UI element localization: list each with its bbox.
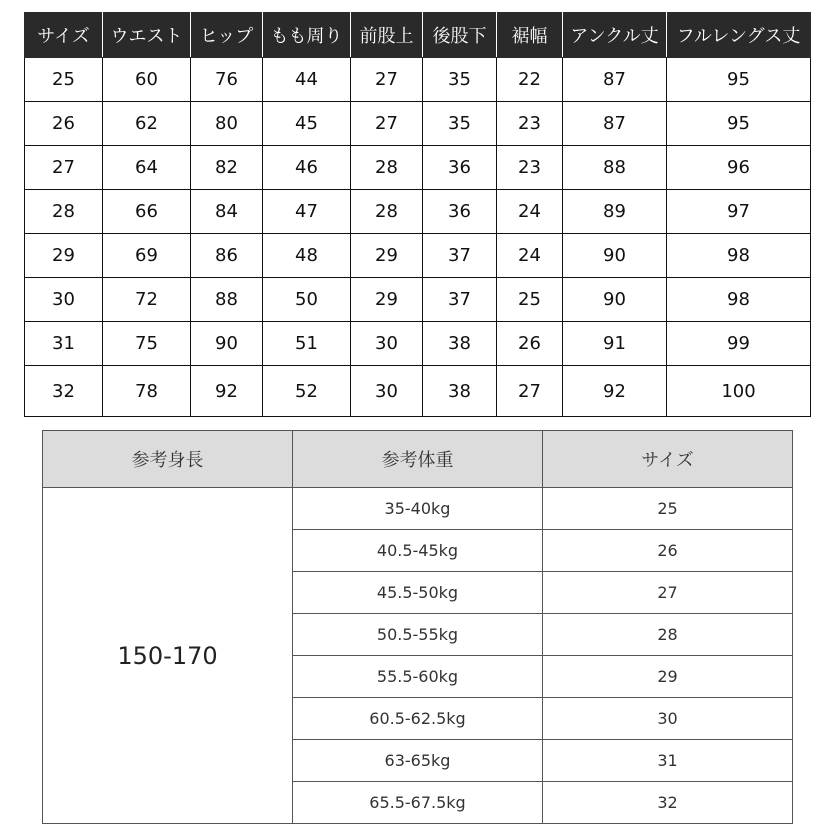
table-cell: 66 — [103, 190, 191, 234]
table-cell: 84 — [191, 190, 263, 234]
table-cell: 28 — [351, 190, 423, 234]
table-cell: 90 — [191, 322, 263, 366]
table-cell: 88 — [563, 146, 667, 190]
table-row — [43, 488, 793, 530]
table-cell: 47 — [263, 190, 351, 234]
reference-weight-cell: 65.5-67.5kg — [293, 782, 543, 824]
table-cell: 90 — [563, 234, 667, 278]
table-cell: 97 — [667, 190, 811, 234]
table-cell: 36 — [423, 190, 497, 234]
reference-weight-cell: 35-40kg — [293, 488, 543, 530]
table-cell: 89 — [563, 190, 667, 234]
reference-weight-cell: 63-65kg — [293, 740, 543, 782]
header-reference-size: サイズ — [543, 431, 793, 488]
table-cell: 88 — [191, 278, 263, 322]
table-cell: 95 — [667, 58, 811, 102]
reference-weight-cell: 55.5-60kg — [293, 656, 543, 698]
table-cell: 72 — [103, 278, 191, 322]
header-hip: ヒップ — [191, 13, 263, 58]
table-row — [25, 278, 811, 322]
reference-weight-cell: 60.5-62.5kg — [293, 698, 543, 740]
header-waist: ウエスト — [103, 13, 191, 58]
reference-height-value: 150-170 — [43, 488, 293, 824]
table-cell: 24 — [497, 190, 563, 234]
table-cell: 45 — [263, 102, 351, 146]
table-cell: 52 — [263, 366, 351, 417]
table-row — [25, 190, 811, 234]
table-cell: 29 — [351, 278, 423, 322]
table-cell: 23 — [497, 102, 563, 146]
table-cell: 98 — [667, 234, 811, 278]
reference-size-cell: 26 — [543, 530, 793, 572]
table-cell: 25 — [25, 58, 103, 102]
table-cell: 31 — [25, 322, 103, 366]
reference-size-cell: 27 — [543, 572, 793, 614]
table-cell: 92 — [191, 366, 263, 417]
table-cell: 22 — [497, 58, 563, 102]
table-cell: 38 — [423, 366, 497, 417]
header-full-length: フルレングス丈 — [667, 13, 811, 58]
table-cell: 92 — [563, 366, 667, 417]
table-cell: 98 — [667, 278, 811, 322]
header-reference-weight: 参考体重 — [293, 431, 543, 488]
table-row — [25, 146, 811, 190]
table-cell: 64 — [103, 146, 191, 190]
table-cell: 25 — [497, 278, 563, 322]
reference-size-cell: 28 — [543, 614, 793, 656]
table-row — [25, 366, 811, 417]
table-cell: 29 — [351, 234, 423, 278]
header-front-rise: 前股上 — [351, 13, 423, 58]
reference-size-cell: 25 — [543, 488, 793, 530]
table-cell: 62 — [103, 102, 191, 146]
reference-weight-cell: 45.5-50kg — [293, 572, 543, 614]
table-cell: 36 — [423, 146, 497, 190]
table-row — [25, 102, 811, 146]
reference-size-cell: 30 — [543, 698, 793, 740]
size-table — [24, 12, 811, 417]
reference-size-cell: 32 — [543, 782, 793, 824]
table-cell: 24 — [497, 234, 563, 278]
size-table-header-row — [25, 13, 811, 58]
table-cell: 37 — [423, 278, 497, 322]
table-cell: 91 — [563, 322, 667, 366]
table-cell: 82 — [191, 146, 263, 190]
table-cell: 30 — [351, 366, 423, 417]
table-cell: 87 — [563, 58, 667, 102]
table-cell: 32 — [25, 366, 103, 417]
reference-table — [42, 430, 793, 824]
table-cell: 90 — [563, 278, 667, 322]
table-cell: 38 — [423, 322, 497, 366]
table-row — [25, 322, 811, 366]
table-cell: 96 — [667, 146, 811, 190]
table-cell: 30 — [25, 278, 103, 322]
header-ankle-length: アンクル丈 — [563, 13, 667, 58]
reference-size-cell: 29 — [543, 656, 793, 698]
reference-weight-cell: 40.5-45kg — [293, 530, 543, 572]
table-cell: 29 — [25, 234, 103, 278]
table-cell: 44 — [263, 58, 351, 102]
header-inseam: 後股下 — [423, 13, 497, 58]
table-cell: 95 — [667, 102, 811, 146]
table-cell: 86 — [191, 234, 263, 278]
table-cell: 27 — [351, 58, 423, 102]
table-cell: 78 — [103, 366, 191, 417]
table-cell: 80 — [191, 102, 263, 146]
table-cell: 46 — [263, 146, 351, 190]
table-row — [25, 58, 811, 102]
header-thigh: もも周り — [263, 13, 351, 58]
table-cell: 60 — [103, 58, 191, 102]
table-cell: 37 — [423, 234, 497, 278]
header-size: サイズ — [25, 13, 103, 58]
table-cell: 28 — [351, 146, 423, 190]
table-cell: 23 — [497, 146, 563, 190]
table-cell: 99 — [667, 322, 811, 366]
table-cell: 75 — [103, 322, 191, 366]
table-cell: 69 — [103, 234, 191, 278]
table-cell: 76 — [191, 58, 263, 102]
table-cell: 100 — [667, 366, 811, 417]
reference-table-header-row — [43, 431, 793, 488]
table-cell: 27 — [497, 366, 563, 417]
header-reference-height: 参考身長 — [43, 431, 293, 488]
table-row — [25, 234, 811, 278]
table-cell: 51 — [263, 322, 351, 366]
table-cell: 48 — [263, 234, 351, 278]
table-cell: 30 — [351, 322, 423, 366]
reference-weight-cell: 50.5-55kg — [293, 614, 543, 656]
table-cell: 26 — [25, 102, 103, 146]
table-cell: 35 — [423, 102, 497, 146]
table-cell: 50 — [263, 278, 351, 322]
table-cell: 87 — [563, 102, 667, 146]
table-cell: 27 — [351, 102, 423, 146]
reference-size-cell: 31 — [543, 740, 793, 782]
table-cell: 28 — [25, 190, 103, 234]
table-cell: 26 — [497, 322, 563, 366]
table-cell: 35 — [423, 58, 497, 102]
table-cell: 27 — [25, 146, 103, 190]
header-hem-width: 裾幅 — [497, 13, 563, 58]
